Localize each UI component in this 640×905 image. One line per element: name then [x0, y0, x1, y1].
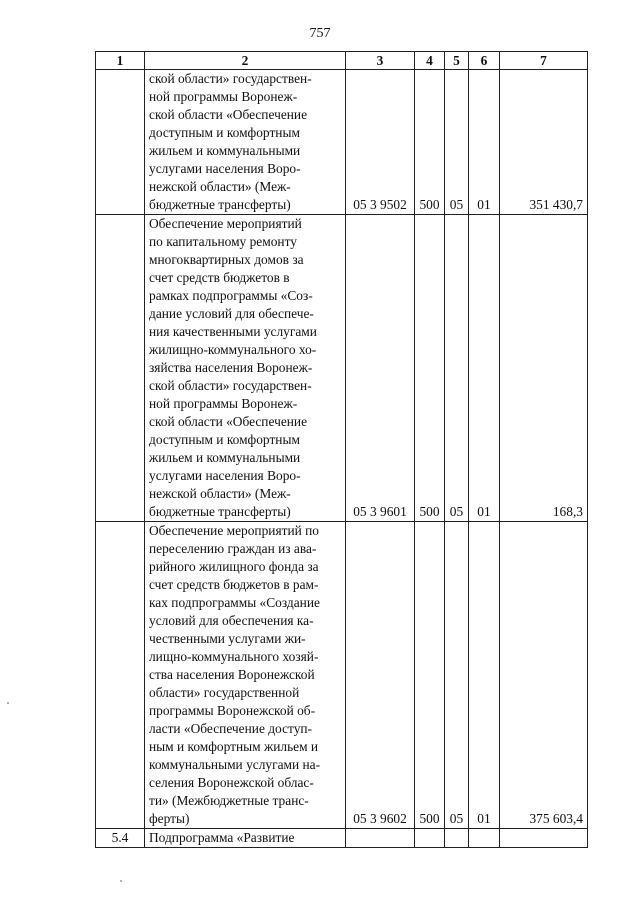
description-line: рамках подпрограммы «Соз-: [149, 288, 313, 303]
description-line: ти» (Межбюджетные транс-: [149, 793, 309, 808]
table-row: [96, 215, 588, 522]
description-line: Обеспечение мероприятий по: [149, 523, 319, 538]
description-line: зяйства населения Воронеж-: [149, 360, 313, 375]
description-line: ской области» государствен-: [149, 378, 312, 393]
description-line: Подпрограмма «Развитие: [149, 830, 295, 845]
description-line: дание условий для обеспече-: [149, 306, 314, 321]
description-line: ской области «Обеспечение: [149, 414, 308, 429]
row-index: [96, 70, 145, 215]
column-header-3: 3: [346, 52, 415, 70]
column-header-1: 1: [96, 52, 145, 70]
description-line: бюджетные трансферты): [149, 197, 291, 212]
table-header-row: [96, 52, 588, 70]
description-line: услугами населения Воро-: [149, 161, 301, 176]
subsection-code: 01: [469, 215, 500, 522]
expense-type-code: 500: [415, 215, 445, 522]
description-line: лищно-коммунального хозяй-: [149, 649, 319, 664]
table-row: [96, 522, 588, 829]
table-row: [96, 829, 588, 848]
description-line: рийного жилищного фонда за: [149, 559, 319, 574]
target-article-code: 05 3 9502: [346, 70, 415, 215]
description-line: программы Воронежской об-: [149, 703, 316, 718]
description-line: ной программы Воронеж-: [149, 396, 298, 411]
section-code: [445, 829, 469, 848]
scan-speck: [120, 880, 122, 882]
row-index: [96, 215, 145, 522]
target-article-code: [346, 829, 415, 848]
description-line: доступным и комфортным: [149, 432, 300, 447]
description-line: ской области «Обеспечение: [149, 107, 308, 122]
description-line: ной программы Воронеж-: [149, 89, 298, 104]
row-index: 5.4: [96, 829, 145, 848]
amount: 168,3: [500, 215, 588, 522]
description-line: Обеспечение мероприятий: [149, 216, 302, 231]
budget-table: [95, 51, 588, 848]
target-article-code: 05 3 9602: [346, 522, 415, 829]
description-line: счет средств бюджетов в: [149, 270, 290, 285]
description-line: жильем и коммунальными: [149, 450, 301, 465]
description-line: жильем и коммунальными: [149, 143, 301, 158]
column-header-4: 4: [415, 52, 445, 70]
description-line: ках подпрограммы «Создание: [149, 595, 320, 610]
section-code: 05: [445, 522, 469, 829]
description-line: ской области» государствен-: [149, 71, 312, 86]
row-description: [145, 829, 346, 848]
column-header-7: 7: [500, 52, 588, 70]
column-header-2: 2: [145, 52, 346, 70]
expense-type-code: [415, 829, 445, 848]
description-line: ным и комфортным жильем и: [149, 739, 319, 754]
description-line: области» государственной: [149, 685, 300, 700]
amount: 375 603,4: [500, 522, 588, 829]
row-description: [145, 215, 346, 522]
row-index: [96, 522, 145, 829]
subsection-code: [469, 829, 500, 848]
description-line: условий для обеспечения ка-: [149, 613, 314, 628]
section-code: 05: [445, 215, 469, 522]
row-description: [145, 522, 346, 829]
amount: [500, 829, 588, 848]
description-line: ласти «Обеспечение доступ-: [149, 721, 313, 736]
table-row: [96, 70, 588, 215]
description-line: ства населения Воронежской: [149, 667, 315, 682]
scan-speck: [7, 702, 9, 704]
subsection-code: 01: [469, 522, 500, 829]
description-line: доступным и комфортным: [149, 125, 300, 140]
column-header-5: 5: [445, 52, 469, 70]
section-code: 05: [445, 70, 469, 215]
amount: 351 430,7: [500, 70, 588, 215]
description-line: услугами населения Воро-: [149, 468, 301, 483]
subsection-code: 01: [469, 70, 500, 215]
expense-type-code: 500: [415, 70, 445, 215]
row-description: [145, 70, 346, 215]
column-header-6: 6: [469, 52, 500, 70]
description-line: по капитальному ремонту: [149, 234, 297, 249]
description-line: ния качественными услугами: [149, 324, 317, 339]
description-line: селения Воронежской облас-: [149, 775, 314, 790]
description-line: переселению граждан из ава-: [149, 541, 317, 556]
description-line: многоквартирных домов за: [149, 252, 304, 267]
description-line: нежской области» (Меж-: [149, 486, 291, 501]
description-line: бюджетные трансферты): [149, 504, 291, 519]
description-line: нежской области» (Меж-: [149, 179, 291, 194]
description-line: коммунальными услугами на-: [149, 757, 321, 772]
expense-type-code: 500: [415, 522, 445, 829]
description-line: ферты): [149, 811, 190, 826]
description-line: жилищно-коммунального хо-: [149, 342, 317, 357]
description-line: чественными услугами жи-: [149, 631, 306, 646]
description-line: счет средств бюджетов в рам-: [149, 577, 319, 592]
target-article-code: 05 3 9601: [346, 215, 415, 522]
page-number: 757: [309, 26, 331, 41]
